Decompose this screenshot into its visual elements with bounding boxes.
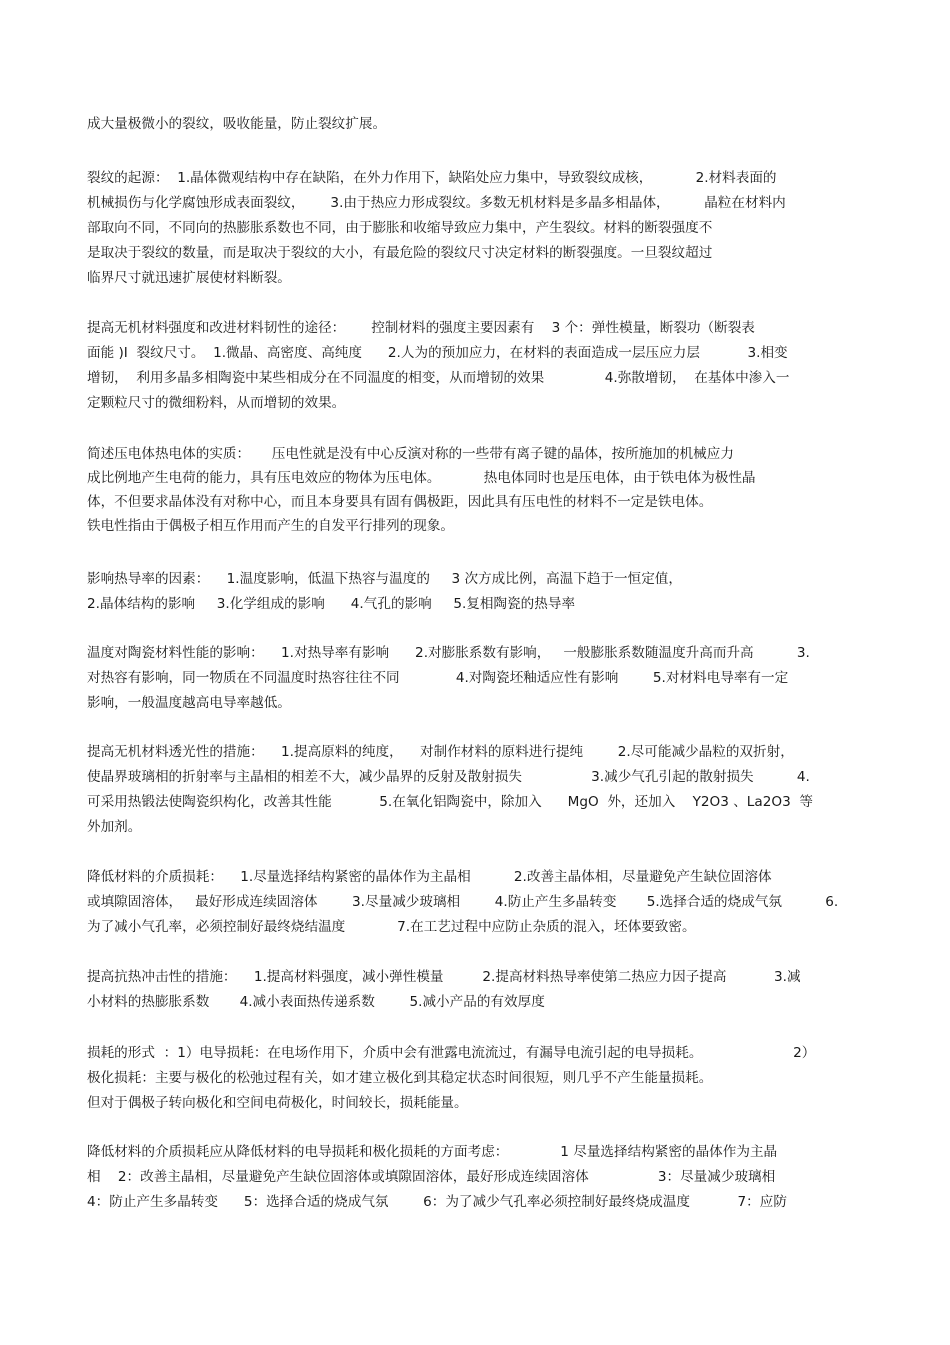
text-line: 小材料的热膨胀系数 4.减小表面热传递系数 5.减小产品的有效厚度 bbox=[87, 994, 545, 1010]
text-line: 为了减小气孔率，必须控制好最终烧结温度 7.在工艺过程中应防止杂质的混入，坯体要致密。 bbox=[87, 919, 696, 935]
text-line: 降低材料的介质损耗应从降低材料的电导损耗和极化损耗的方面考虑： 1 尽量选择结构紧密的晶体作为主晶 bbox=[87, 1144, 778, 1160]
text-line: 简述压电体热电体的实质： 压电性就是没有中心反演对称的一些带有离子键的晶体，按所施加的机械应力 bbox=[87, 446, 734, 462]
text-line: 极化损耗：主要与极化的松弛过程有关，如才建立极化到其稳定状态时间很短，则几乎不产生能量损耗。 bbox=[87, 1070, 713, 1086]
text-line: 使晶界玻璃相的折射率与主晶相的相差不大，减少晶界的反射及散射损失 3.减少气孔引起的散射损失 4. bbox=[87, 769, 810, 785]
text-line: 4：防止产生多晶转变 5：选择合适的烧成气氛 6：为了减少气孔率必须控制好最终烧成温度 7：应防 bbox=[87, 1194, 787, 1210]
text-line: 增韧， 利用多晶多相陶瓷中某些相成分在不同温度的相变，从而增韧的效果 4.弥散增韧， 在基体中渗入一 bbox=[87, 370, 790, 386]
text-line: 可采用热锻法使陶瓷织构化，改善其性能 5.在氧化铝陶瓷中，除加入 MgO 外，还加入 Y2O3 、La2O3 等 bbox=[87, 794, 813, 810]
text-line: 裂纹的起源： 1.晶体微观结构中存在缺陷，在外力作用下，缺陷处应力集中，导致裂纹成核， 2.材料表面的 bbox=[87, 170, 777, 186]
text-line: 面能 )I 裂纹尺寸。 1.微晶、高密度、高纯度 2.人为的预加应力，在材料的表面造成一层压应力层 3.相变 bbox=[87, 345, 788, 361]
text-line: 成大量极微小的裂纹，吸收能量，防止裂纹扩展。 bbox=[87, 116, 387, 132]
text-line: 2.晶体结构的影响 3.化学组成的影响 4.气孔的影响 5.复相陶瓷的热导率 bbox=[87, 596, 576, 612]
text-line: 部取向不同，不同向的热膨胀系数也不同，由于膨胀和收缩导致应力集中，产生裂纹。材料的断裂强度不 bbox=[87, 220, 713, 236]
text-line: 机械损伤与化学腐蚀形成表面裂纹， 3.由于热应力形成裂纹。多数无机材料是多晶多相晶体， 晶粒在材料内 bbox=[87, 195, 786, 211]
text-line: 损耗的形式 ：1）电导损耗：在电场作用下，介质中会有泄露电流流过，有漏导电流引起的电导损耗。 2） bbox=[87, 1045, 816, 1061]
text-line: 影响，一般温度越高电导率越低。 bbox=[87, 695, 291, 711]
text-line: 铁电性指由于偶极子相互作用而产生的自发平行排列的现象。 bbox=[87, 518, 455, 534]
text-line: 影响热导率的因素： 1.温度影响，低温下热容与温度的 3 次方成比例，高温下趋于一恒定值， bbox=[87, 571, 682, 587]
text-line: 降低材料的介质损耗： 1.尽量选择结构紧密的晶体作为主晶相 2.改善主晶体相，尽量避免产生缺位固溶体 bbox=[87, 869, 772, 885]
text-line: 体，不但要求晶体没有对称中心，而且本身要具有固有偶极距，因此具有压电性的材料不一定是铁电体。 bbox=[87, 494, 713, 510]
text-line: 外加剂。 bbox=[87, 819, 142, 835]
text-line: 相 2：改善主晶相，尽量避免产生缺位固溶体或填隙固溶体，最好形成连续固溶体 3：尽量减少玻璃相 bbox=[87, 1169, 776, 1185]
text-line: 成比例地产生电荷的能力，具有压电效应的物体为压电体。 热电体同时也是压电体，由于铁电体为极性晶 bbox=[87, 470, 756, 486]
text-line: 但对于偶极子转向极化和空间电荷极化，时间较长，损耗能量。 bbox=[87, 1095, 468, 1111]
text-line: 提高抗热冲击性的措施： 1.提高材料强度，减小弹性模量 2.提高材料热导率使第二热应力因子提高 3.减 bbox=[87, 969, 801, 985]
text-line: 定颗粒尺寸的微细粉料，从而增韧的效果。 bbox=[87, 395, 346, 411]
text-line: 温度对陶瓷材料性能的影响： 1.对热导率有影响 2.对膨胀系数有影响， 一般膨胀系数随温度升高而升高 3. bbox=[87, 645, 810, 661]
text-line: 是取决于裂纹的数量，而是取决于裂纹的大小，有最危险的裂纹尺寸决定材料的断裂强度。一旦裂纹超过 bbox=[87, 245, 713, 261]
text-line: 提高无机材料透光性的措施： 1.提高原料的纯度， 对制作材料的原料进行提纯 2.尽可能减少晶粒的双折射， bbox=[87, 744, 794, 760]
text-line: 对热容有影响，同一物质在不同温度时热容往往不同 4.对陶瓷坯釉适应性有影响 5.对材料电导率有一定 bbox=[87, 670, 789, 686]
text-line: 或填隙固溶体， 最好形成连续固溶体 3.尽量减少玻璃相 4.防止产生多晶转变 5.选择合适的烧成气氛 6. bbox=[87, 894, 839, 910]
text-line: 临界尺寸就迅速扩展使材料断裂。 bbox=[87, 270, 291, 286]
text-line: 提高无机材料强度和改进材料韧性的途径： 控制材料的强度主要因素有 3 个：弹性模量，断裂功（断裂表 bbox=[87, 320, 755, 336]
